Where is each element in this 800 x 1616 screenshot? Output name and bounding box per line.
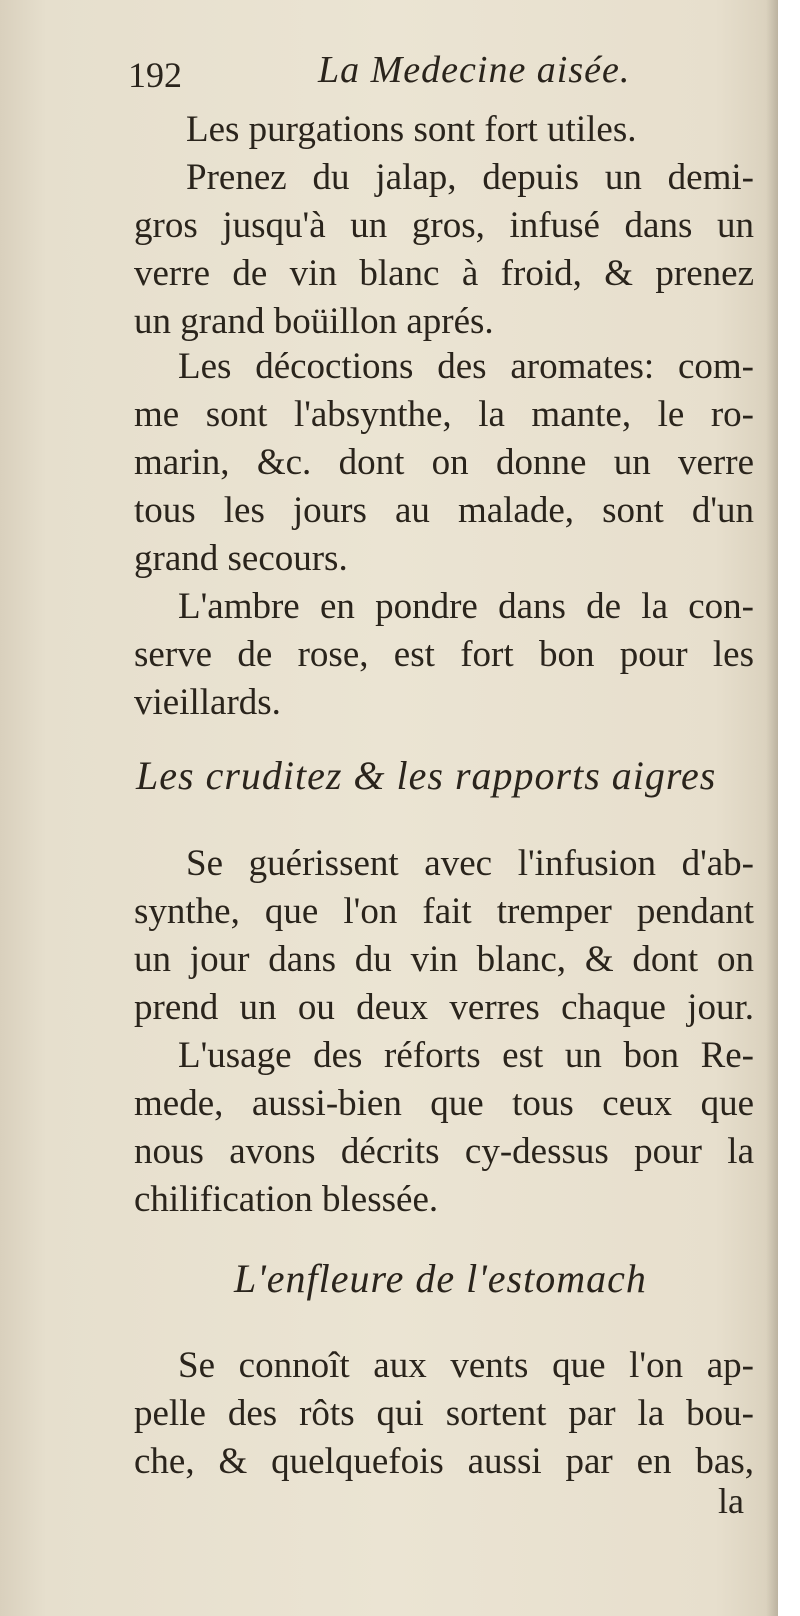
page-number: 192 xyxy=(128,55,182,95)
text-line: verre de vin blanc à froid, & prenez xyxy=(134,253,754,294)
section-heading: Les cruditez & les rapports aigres xyxy=(136,753,717,798)
text-line: mede, aussi-bien que tous ceux que xyxy=(134,1083,754,1124)
text-line: serve de rose, est fort bon pour les xyxy=(134,634,754,675)
text-line: Prenez du jalap, depuis un demi- xyxy=(186,157,754,198)
text-line: nous avons décrits cy-dessus pour la xyxy=(134,1131,754,1172)
text-line: grand secours. xyxy=(134,538,348,579)
section-heading: L'enfleure de l'estomach xyxy=(234,1256,647,1301)
catchword: la xyxy=(718,1481,744,1521)
text-line: L'ambre en pondre dans de la con- xyxy=(178,586,754,627)
text-line: vieillards. xyxy=(134,682,281,723)
text-line: un jour dans du vin blanc, & dont on xyxy=(134,939,754,980)
text-line: Se guérissent avec l'infusion d'ab- xyxy=(186,843,754,884)
text-line: Les décoctions des aromates: com- xyxy=(178,346,754,387)
text-line: L'usage des réforts est un bon Re- xyxy=(178,1035,754,1076)
text-line: marin, &c. dont on donne un verre xyxy=(134,442,754,483)
text-line: tous les jours au malade, sont d'un xyxy=(134,490,754,531)
text-line: un grand boüillon aprés. xyxy=(134,301,494,342)
text-line: synthe, que l'on fait tremper pendant xyxy=(134,891,754,932)
text-line: Les purgations sont fort utiles. xyxy=(186,109,637,150)
text-line: chilification blessée. xyxy=(134,1179,439,1220)
running-title: La Medecine aisée. xyxy=(318,49,631,91)
text-line: Se connoît aux vents que l'on ap- xyxy=(178,1345,754,1386)
text-line: che, & quelquefois aussi par en bas, xyxy=(134,1441,754,1482)
text-line: me sont l'absynthe, la mante, le ro- xyxy=(134,394,754,435)
page-edge-shadow xyxy=(766,0,778,1616)
text-line: prend un ou deux verres chaque jour. xyxy=(134,987,754,1028)
text-line: pelle des rôts qui sortent par la bou- xyxy=(134,1393,754,1434)
text-line: gros jusqu'à un gros, infusé dans un xyxy=(134,205,754,246)
